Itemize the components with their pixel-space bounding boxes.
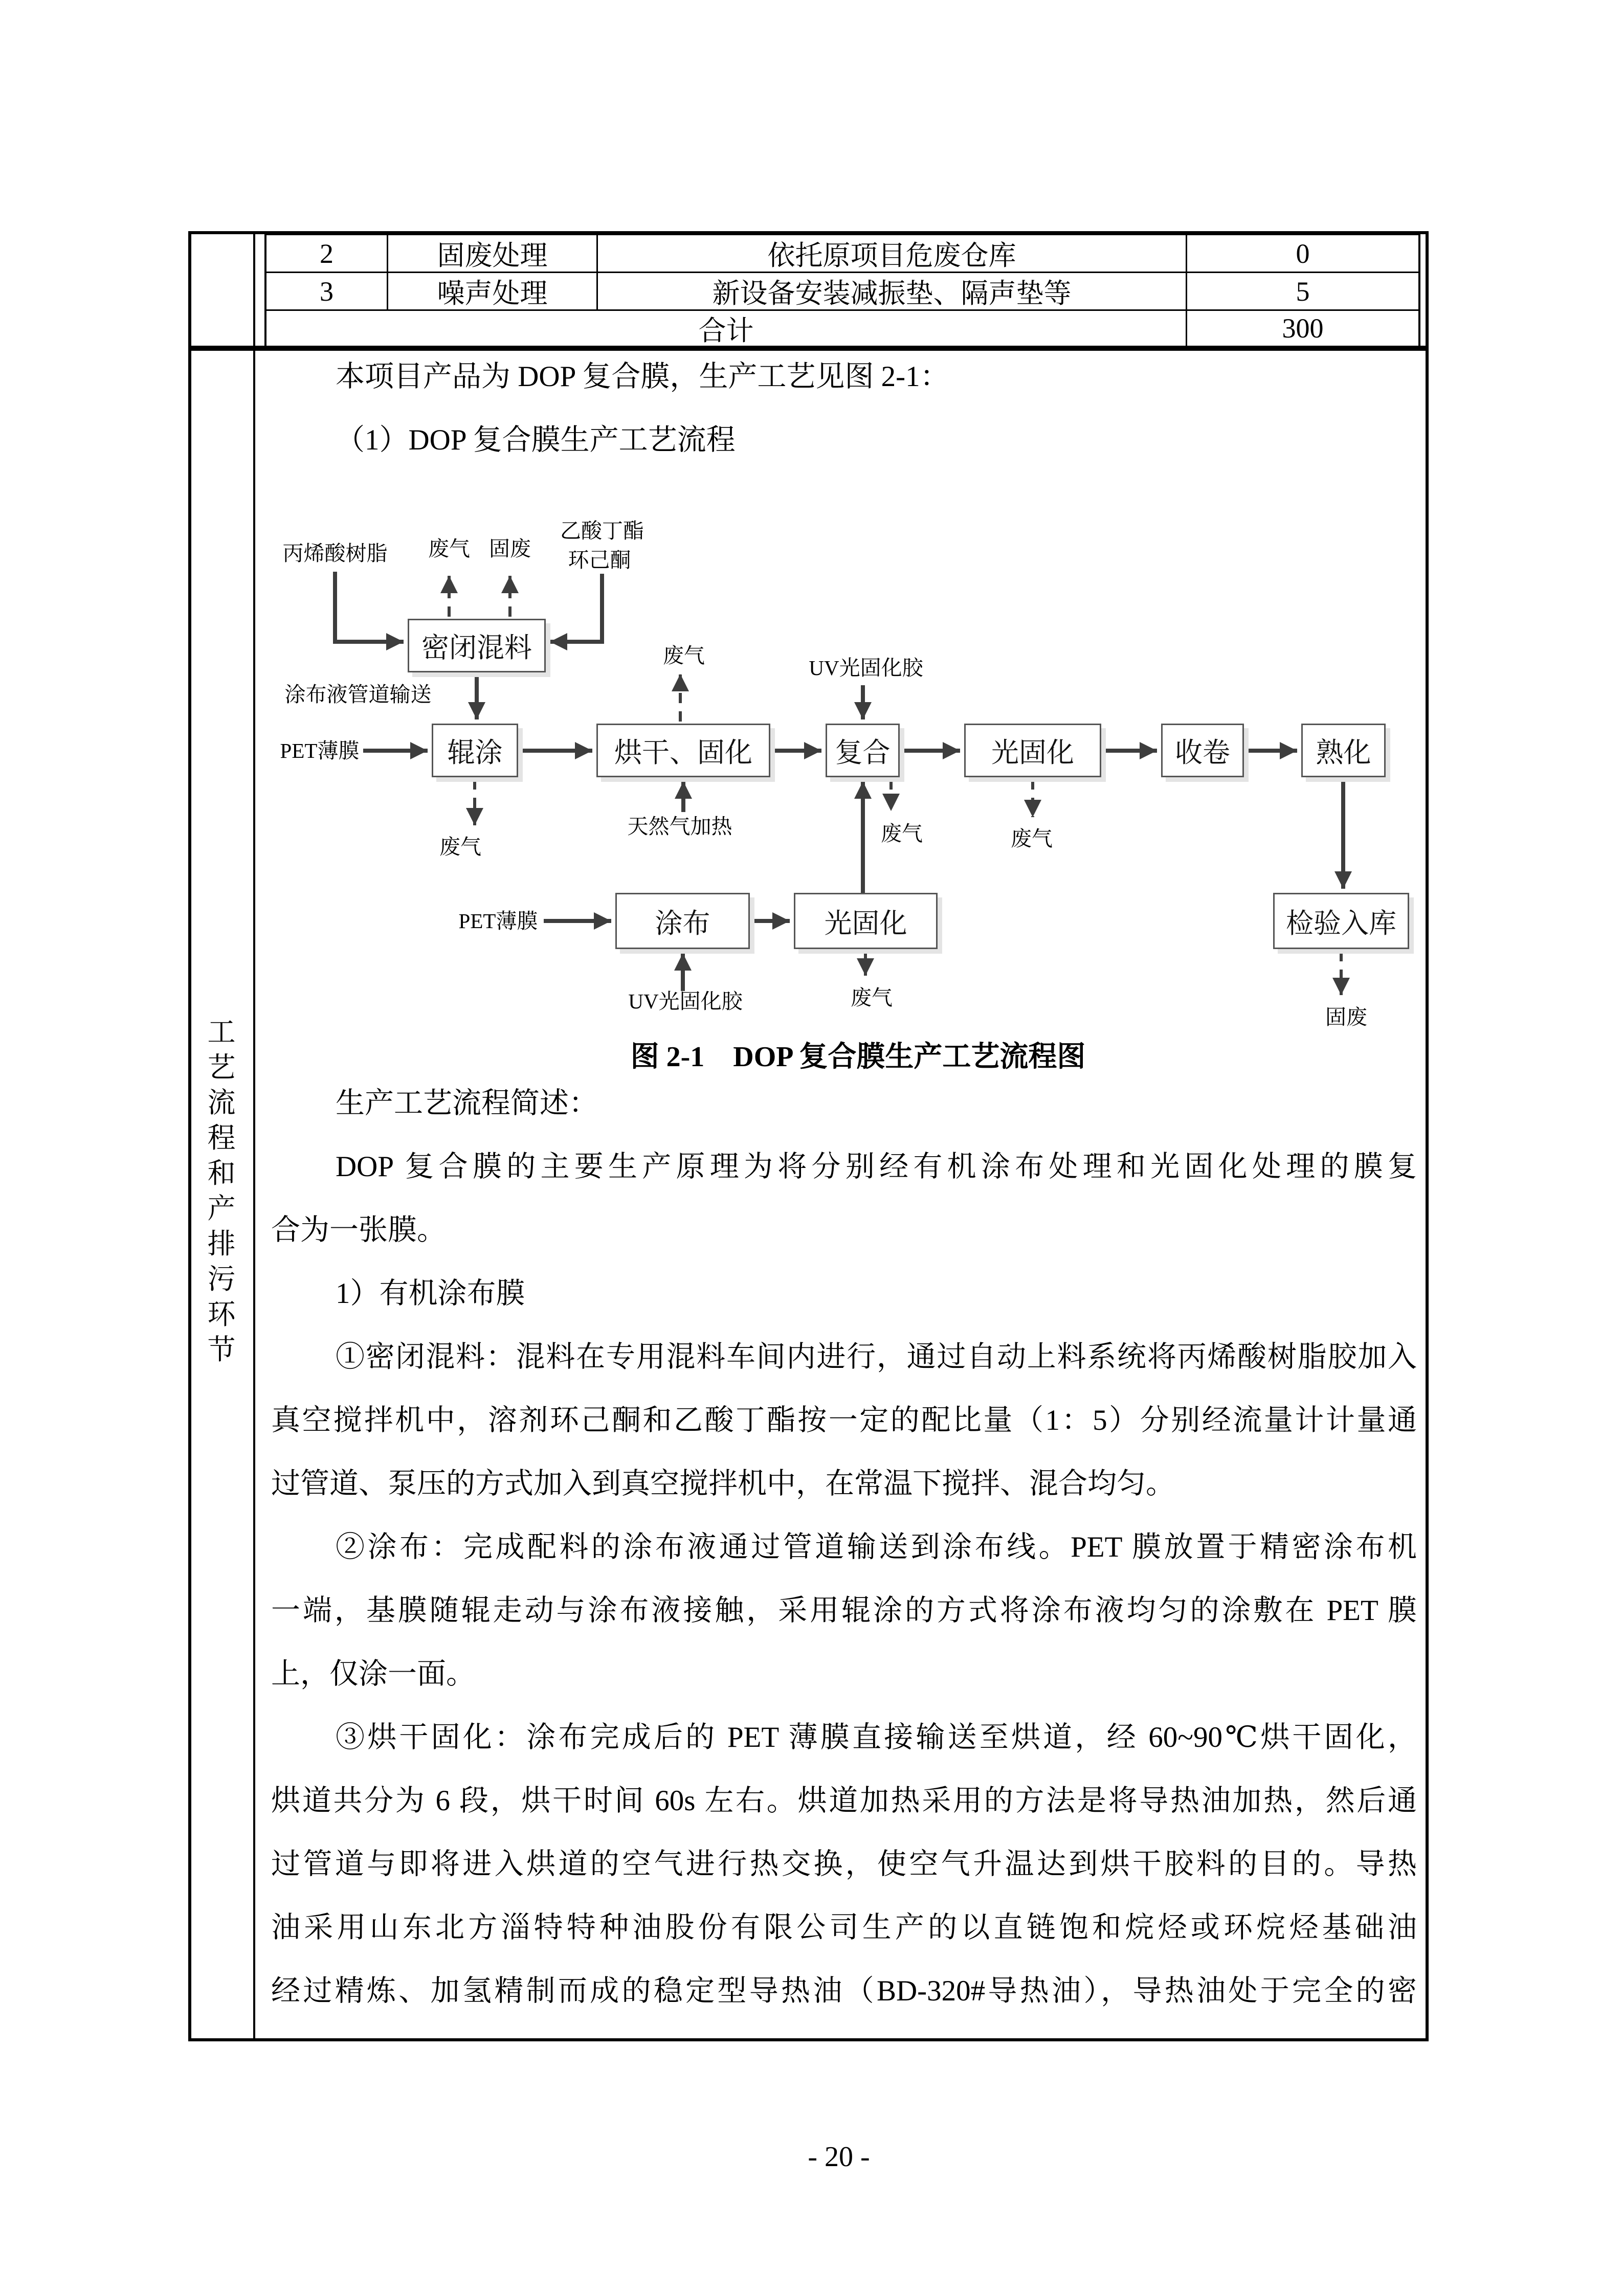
text-line: 过管道、泵压的方式加入到真空搅拌机中，在常温下搅拌、混合均匀。 — [271, 1468, 1175, 1500]
text-line: ①密闭混料：混料在专用混料车间内进行，通过自动上料系统将丙烯酸树脂胶加入 — [336, 1341, 1417, 1373]
text-line: DOP 复合膜的主要生产原理为将分别经有机涂布处理和光固化处理的膜复 — [336, 1151, 1417, 1183]
label-acrylic-resin: 丙烯酸树脂 — [282, 542, 388, 565]
flow-box-winding: 收卷 — [1161, 724, 1244, 777]
sidebar-title-char: 流 — [207, 1087, 236, 1118]
table-cell-total-amount: 300 — [1282, 313, 1324, 344]
label-pet-film-2: PET薄膜 — [458, 909, 538, 933]
page-number: - 20 - — [808, 2141, 870, 2173]
text-line: 上，仅涂一面。 — [271, 1658, 475, 1690]
label-pet-film-1: PET薄膜 — [280, 739, 360, 762]
text-line: （1）DOP 复合膜生产工艺流程 — [336, 424, 736, 456]
sidebar-title-char: 程 — [207, 1122, 236, 1154]
flow-box-inspection: 检验入库 — [1273, 893, 1409, 949]
flow-box-mixing: 密闭混料 — [408, 619, 546, 672]
sidebar-title-char: 艺 — [207, 1052, 236, 1083]
table-cell-total-label: 合计 — [266, 311, 1187, 346]
text-line: 经过精炼、加氢精制而成的稳定型导热油（BD-320#导热油），导热油处于完全的密 — [271, 1975, 1417, 2007]
text-line: 生产工艺流程简述： — [336, 1087, 598, 1119]
treatment-summary-table — [264, 233, 1420, 348]
label-cyclohexanone: 环己酮 — [568, 548, 631, 572]
text-line: 一端，基膜随辊走动与涂布液接触，采用辊涂的方式将涂布液均匀的涂敷在 PET 膜 — [271, 1594, 1417, 1627]
label-waste-gas: 废气 — [1011, 827, 1053, 850]
text-line: ③烘干固化：涂布完成后的 PET 薄膜直接输送至烘道，经 60~90℃烘干固化， — [336, 1721, 1417, 1753]
label-gas-heating: 天然气加热 — [627, 815, 732, 838]
text-line: 过管道与即将进入烘道的空气进行热交换，使空气升温达到烘干胶料的目的。导热 — [271, 1848, 1417, 1880]
sidebar-title-char: 产 — [207, 1193, 236, 1224]
label-waste-gas: 废气 — [663, 644, 705, 667]
label-waste-gas: 废气 — [851, 986, 893, 1009]
figure-caption: 图 2-1 DOP 复合膜生产工艺流程图 — [630, 1041, 1086, 1073]
table-cell-no: 2 — [266, 235, 388, 273]
label-solid-waste: 固废 — [1325, 1005, 1367, 1029]
text-line: 真空搅拌机中，溶剂环己酮和乙酸丁酯按一定的配比量（1：5）分别经流量计计量通 — [271, 1404, 1417, 1436]
sidebar-title-char: 节 — [207, 1334, 236, 1365]
sidebar-title-char: 工 — [207, 1017, 236, 1048]
process-flow-diagram — [230, 486, 1486, 1079]
table-cell-amount: 0 — [1187, 235, 1418, 273]
flow-box-laminating: 复合 — [826, 724, 900, 777]
text-line: 1）有机涂布膜 — [336, 1277, 525, 1310]
label-butyl-acetate: 乙酸丁酯 — [560, 519, 644, 543]
table-cell-amount: 5 — [1187, 273, 1418, 311]
text-line: 烘道共分为 6 段，烘干时间 60s 左右。烘道加热采用的方法是将导热油加热，然后通 — [271, 1785, 1417, 1817]
label-solid-waste: 固废 — [489, 537, 531, 560]
table-cell-no: 3 — [266, 273, 388, 311]
flow-box-maturing: 熟化 — [1301, 724, 1386, 777]
sidebar-title-char: 环 — [207, 1299, 236, 1330]
flow-box-drying: 烘干、固化 — [596, 724, 770, 777]
intro-lines — [271, 345, 1417, 472]
flow-box-uv-curing-2: 光固化 — [794, 893, 938, 949]
flow-box-coating: 涂布 — [615, 893, 750, 949]
label-waste-gas: 废气 — [439, 835, 481, 859]
text-line: 合为一张膜。 — [271, 1214, 446, 1246]
label-pipe-transfer: 涂布液管道输送 — [284, 683, 432, 706]
body-lines — [271, 1072, 1417, 2023]
sidebar-title-char: 污 — [207, 1264, 236, 1295]
label-uv-glue-2: UV光固化胶 — [628, 989, 743, 1013]
label-waste-gas: 废气 — [881, 822, 923, 845]
label-uv-glue-1: UV光固化胶 — [809, 656, 923, 680]
sidebar-title-char: 和 — [207, 1158, 236, 1189]
table-cell-item: 噪声处理 — [388, 273, 598, 311]
text-line: 油采用山东北方淄特特种油股份有限公司生产的以直链饱和烷烃或环烷烃基础油 — [271, 1911, 1417, 1944]
sidebar-title-char: 排 — [207, 1228, 236, 1259]
text-line: ②涂布：完成配料的涂布液通过管道输送到涂布线。PET 膜放置于精密涂布机 — [336, 1531, 1417, 1563]
flow-box-uv-curing-1: 光固化 — [964, 724, 1101, 777]
label-waste-gas: 废气 — [428, 537, 470, 560]
table-cell-measure: 新设备安装减振垫、隔声垫等 — [598, 273, 1187, 311]
table-cell-measure: 依托原项目危废仓库 — [598, 235, 1187, 273]
flow-box-roll-coating: 辊涂 — [432, 724, 518, 777]
table-cell-item: 固废处理 — [388, 235, 598, 273]
text-line: 本项目产品为 DOP 复合膜，生产工艺见图 2-1： — [336, 361, 949, 393]
